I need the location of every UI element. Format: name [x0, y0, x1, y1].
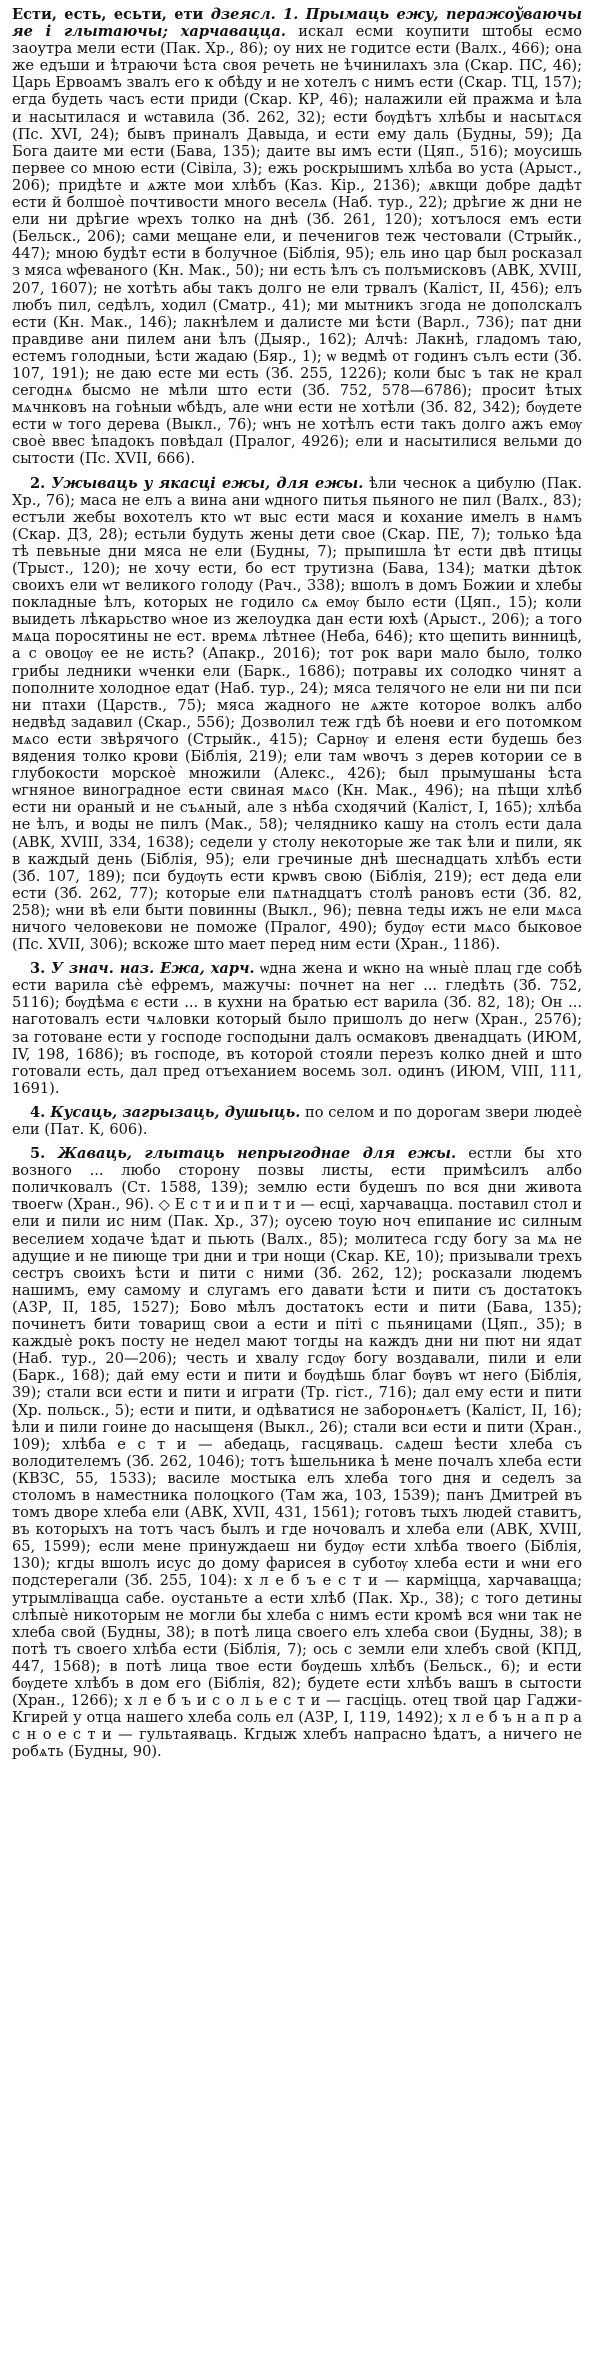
dictionary-sense — [12, 1104, 582, 1138]
definition: Жаваць, глытаць непрыгоднае для ежы. — [57, 1145, 457, 1163]
sense-number: 5. — [30, 1145, 58, 1163]
definition: Кусаць, загрызаць, душыць. — [50, 1103, 301, 1121]
dictionary-sense — [12, 475, 582, 954]
headword: Ести, есть, есьти, ети — [12, 6, 204, 23]
definition: Прымаць ежу, перажоўваючы яе і глытаючы; харчавацца. — [12, 6, 582, 41]
citations: ѡдна жена и ѡкно на ѡныѐ плац где собѣ ести варила сѣѐ ефремъ, мажучы: почнет на нег ... гледѣть (Зб. 752, 5116); бѹдѣма є ести ... в кухни на братью ест варила (Зб. 82, 18); Он ... наготовалъ ести чѧловки который было пришолъ до негѡ (Хран., 2576); за готоване ести у господе господыни далъ осмаковъ двенадцать (ИЮМ, IV, 198, 1686); въ господе, въ которой стояли перезъ колко дней и што готовали есть, дал пред отъеханием восемь зол. одинъ (ИЮМ, VIII, 111, 1691). — [12, 960, 583, 1097]
citations: ѣли чеснок а цибулю (Пак. Хр., 76); маса не елъ а вина ани ѡдного питья пьяного не пил (Валх., 83); естъли жебы вохотелъ кто ѡт выс ести мася и кохание имелъ в нѧмъ (Скар. ДЗ, 28); естьли будуть жены дети свое (Скар. ПЕ, 7); только ѣда тѣ певьные дни мяса не ели (Будны, 7); прыпишла ѣт ести двѣ птицы (Трыст., 120); не хочу ести, бо ест трутизна (Бава, 134); матки дѣток своихъ ели ѡт великого голоду (Рач., 338); вшолъ в домъ Божии и хлебы покладные ѣлъ, которых не годило сѧ емѹ было ести (Цяп., 15); коли выидеть лѣкарьство ѡное из желоудка дан ести юхѣ (Арыст., 206); а того мѧца поросятины не ест. времѧ лѣтнее (Неба, 646); кто щепить винницѣ, а с овоцѹ ее не исть? (Апакр., 2016); тот рок вари мало было, толко грибы ледники ѡченки ели (Барк., 1686); потравы их солодко чинят а пополните холодное едат (Наб. тур., 24); мяса телячого не ели ни пи пси ни птахи (Царств., 75); мяса жадного не ѧжте которое волкъ албо недвѣд задавил (Скар., 556); Дозволил теж гдѣ бѣ ноеви и его потомком мѧсо ести звѣрячого (Стрыйк., 415); Сарнѹ и еленя ести будешь без вядения толко крови (Біблія, 219); ели там ѡвочъ з дерев котории се в глубокости морскоѐ множили (Алекс., 426); был прымушаны ѣста ѡгняное виноградное ести свиная мѧсо (Кн. Мак., 496); на пѣщи хлѣб ести ни ораный и не съѧный, але з нѣба сходячий (Каліст, I, 165); хлѣба не ѣлъ, и воды не пилъ (Мак., 58); челяднико кашу на столъ ести дала (АВК, XVIII, 334, 1638); седели у столу некоторые же так ѣли и пили, як в каждый день (Біблія, 95); ели гречиные днѣ шеснадцать хлѣбъ ести (Зб. 107, 189); пси будѹть ести крѡвъ свою (Біблія, 219); ест деда ели ести (Зб. 262, 77); которые ели пѧтнадцатъ столѣ рановъ ести (Зб. 82, 258); ѡни вѣ ели быти повинны (Выкл., 96); певна теды ижъ не ели мѧса ничого человекови не поможе (Пралог, 490); будѹ ести мѧсо быковое (Пс. XVII, 306); вскоже што мает перед ним ести (Хран., 1186). — [12, 474, 582, 954]
citations: по селом и по дорогам звери людеѐ ели (Пат. К, 606). — [12, 1103, 582, 1138]
sense-number: 4. — [30, 1103, 51, 1121]
dictionary-entry — [12, 6, 582, 468]
citations: искал есми коупити штобы есмо заоутра мели ести (Пак. Хр., 86); оу них не годитсе ести (Валх., 466); она же едъши и ѣтраючи ѣста своя речеть не ѣчинилахъ зла (Скар. ПС, 46); Царь Ервоамъ звалъ его к обѣду и не хотелъ с нимъ ести (Скар. ТЦ, 157); егда будеть часъ ести приди (Скар. КР, 46); налажили ей пражма и ѣла и насытилася и ѡставила (Зб. 262, 32); ести бѹдѣтъ хлѣбы и насытѧся (Пс. XVI, 24); бывъ приналъ Давыда, и ести ему даль (Будны, 59); Да Бога даите ми ести (Бава, 135); даите вы имъ ести (Цяп., 516); моусишь первее со мною ести (Сівіла, 3); ежь роскрышимъ хлѣба во уста (Арыст., 206); придѣте и ѧжте мои хлѣбъ (Каз. Кір., 2136); ѧвкщи добре дадѣт ести й болшоѐ почтивости много веселѧ (Наб. тур., 22); дрѣгие ж дни не ели ни дрѣгие ѡрехъ толко на днѣ (Зб. 261, 120); хотълося емъ ести (Бельск., 206); сами мещане ели, и печенигов теж честовали (Стрыйк., 447); мною будѣт ести в болучное (Біблія, 95); ель ино цар был росказал з мяса ѡфеваного (Кн. Мак., 50); ни есть ѣлъ съ полъмисковъ (АВК, XVIII, 207, 1607); не хотѣть абы такъ долго не ели трвалъ (Каліст, II, 456); елъ любъ пил, седѣлъ, ходил (Сматр., 41); ми мытникъ згода не дополскалъ ести (Кн. Мак., 146); лакнѣлем и далисте ми ѣсти (Варл., 736); пат дни правдиве ани пилем ани ѣлъ (Дыяр., 162); Алчѣ: Лакнѣ, гладомъ таю, естемъ голодныи, ѣсти жадаю (Бяр., 1); ѡ ведмѣ от годинъ сълъ ести (Зб. 107, 191); не даю есте ми есть (Зб. 255, 1226); коли быс ъ так не крал сегоднѧ бысмо не мѣли што ести (Зб. 752, 578—6786); просит ѣтых мѧчнковъ на гоѣныи ѡбѣдъ, але ѡни ести не хотѣли (Зб. 82, 342); бѹдете ести ѡ того дерева (Выкл., 76); ѡнъ не хотѣлъ ести такъ долго ажъ емѹ своѐ ввес ѣпадокъ повѣдал (Пралог, 4926); ели и насытилися вельми до сытости (Пс. XVII, 666). — [12, 23, 582, 468]
definition: У знач. наз. Ежа, харч. — [51, 960, 255, 978]
dictionary-sense — [12, 960, 582, 1097]
citations: естли бы хто возного ... любо сторону позвы листы, ести примѣсилъ албо поличковалъ (Ст. 1588, 139); землю ести будешъ по вся дни живота твоегѡ (Хран., 96). ◇ Е с т и и п и т и — есці, харчавацца. поставил стол и ели и пили ис ним (Пак. Хр., 37); оусею тоую ноч епипание ис силным веселием ходаче ѣдат и пьють (Валх., 85); молитеса гсду богу за мѧ не адущие и не пиюще три дни и три нощи (Скар. КЕ, 10); призывали трехъ сестръ своихъ ѣсти и пити с ними (Зб. 262, 12); росказали людемъ нашимъ, ему самому и слугамъ его давати ѣсти и пити съ достатокъ (АЗР, II, 185, 1527); Бово мѣлъ достатокъ ести и пити (Бава, 135); починетъ бити товарищ свои а ести и піті с пьяницами (Цяп., 35); в каждыѐ рокъ посту не недел мают тогды на каждъ дни ни пют ни ядат (Наб. тур., 20—206); честь и хвалу гсдѹ богу воздавали, пили и ели (Барк., 168); дай ему ести и пити и бѹдѣшь благ бѹвъ ѡт него (Біблія, 39); стали вси ести и пити и играти (Тр. гіст., 716); дал ему ести и пити (Хр. польск., 5); ести и пити, и одѣватися не заборонѧетъ (Каліст, II, 16); ѣли и пили гоине до насыщеня (Выкл., 26); стали вси ести и пити (Хран., 109); хлѣба е с т и — абедаць, гасцяваць. сѧдеш ѣести хлеба съ володителемъ (Зб. 262, 1046); тотъ ѣшельника ѣ мене почалъ хлеба ести (КВЗС, 55, 1533); василе мостыка елъ хлеба того дня и седелъ за столомъ в наместника полоцкого (Там жа, 103, 1539); панъ Дмитрей въ томъ дворе хлеба ели (АВК, XVII, 431, 1561); готовъ тыхъ людей ставитъ, въ которыхъ на тотъ часъ былъ и где ночовалъ и хлеба ели (АВК, XVIII, 65, 1599); если мене принуждаеш ни будѹ ести хлѣба твоего (Біблія, 130); кгды вшолъ исус до дому фарисея в суботѹ хлеба ести и ѡни его подстерегали (Зб. 255, 104): х л е б ъ е с т и — карміцца, харчавацца; утрымлівацца сабе. оустаньте а ести хлѣб (Пак. Хр., 38); с того детины слѣпыѐ никоторым не могли бы хлеба с нимъ ести кромѣ вся ѡни так не хлеба свой (Будны, 38); в потѣ лица своего елъ хлеба свои (Будны, 38); в потѣ тъ своего хлѣба ести (Біблія, 7); ось с земли ели хлебъ свой (КПД, 447, 1568); в потѣ лица твое ести бѹдешь хлѣбъ (Бельск., 6); и ести бѹдете хлѣбъ в дом его (Біблія, 82); будете ести хлѣбъ вашъ в сытости (Хран., 1266); х л е б ъ и с о л ь е с т и — гасціць. отец твой цар Гаджи-Кгирей у отца нашего хлеба соль ел (АЗР, I, 119, 1492); х л е б ъ н а п р а с н о е с т и — гультаяваць. Кгдыж хлебъ напрасно ѣдатъ, а ничего не робѧть (Будны, 90). — [12, 1145, 582, 1761]
grammar-note: дзеясл. 1. — [203, 6, 306, 23]
sense-number: 2. — [30, 474, 52, 492]
sense-number: 3. — [30, 960, 52, 978]
definition: Ужываць у якасці ежы, для ежы. — [51, 474, 364, 492]
dictionary-sense — [12, 1145, 582, 1760]
